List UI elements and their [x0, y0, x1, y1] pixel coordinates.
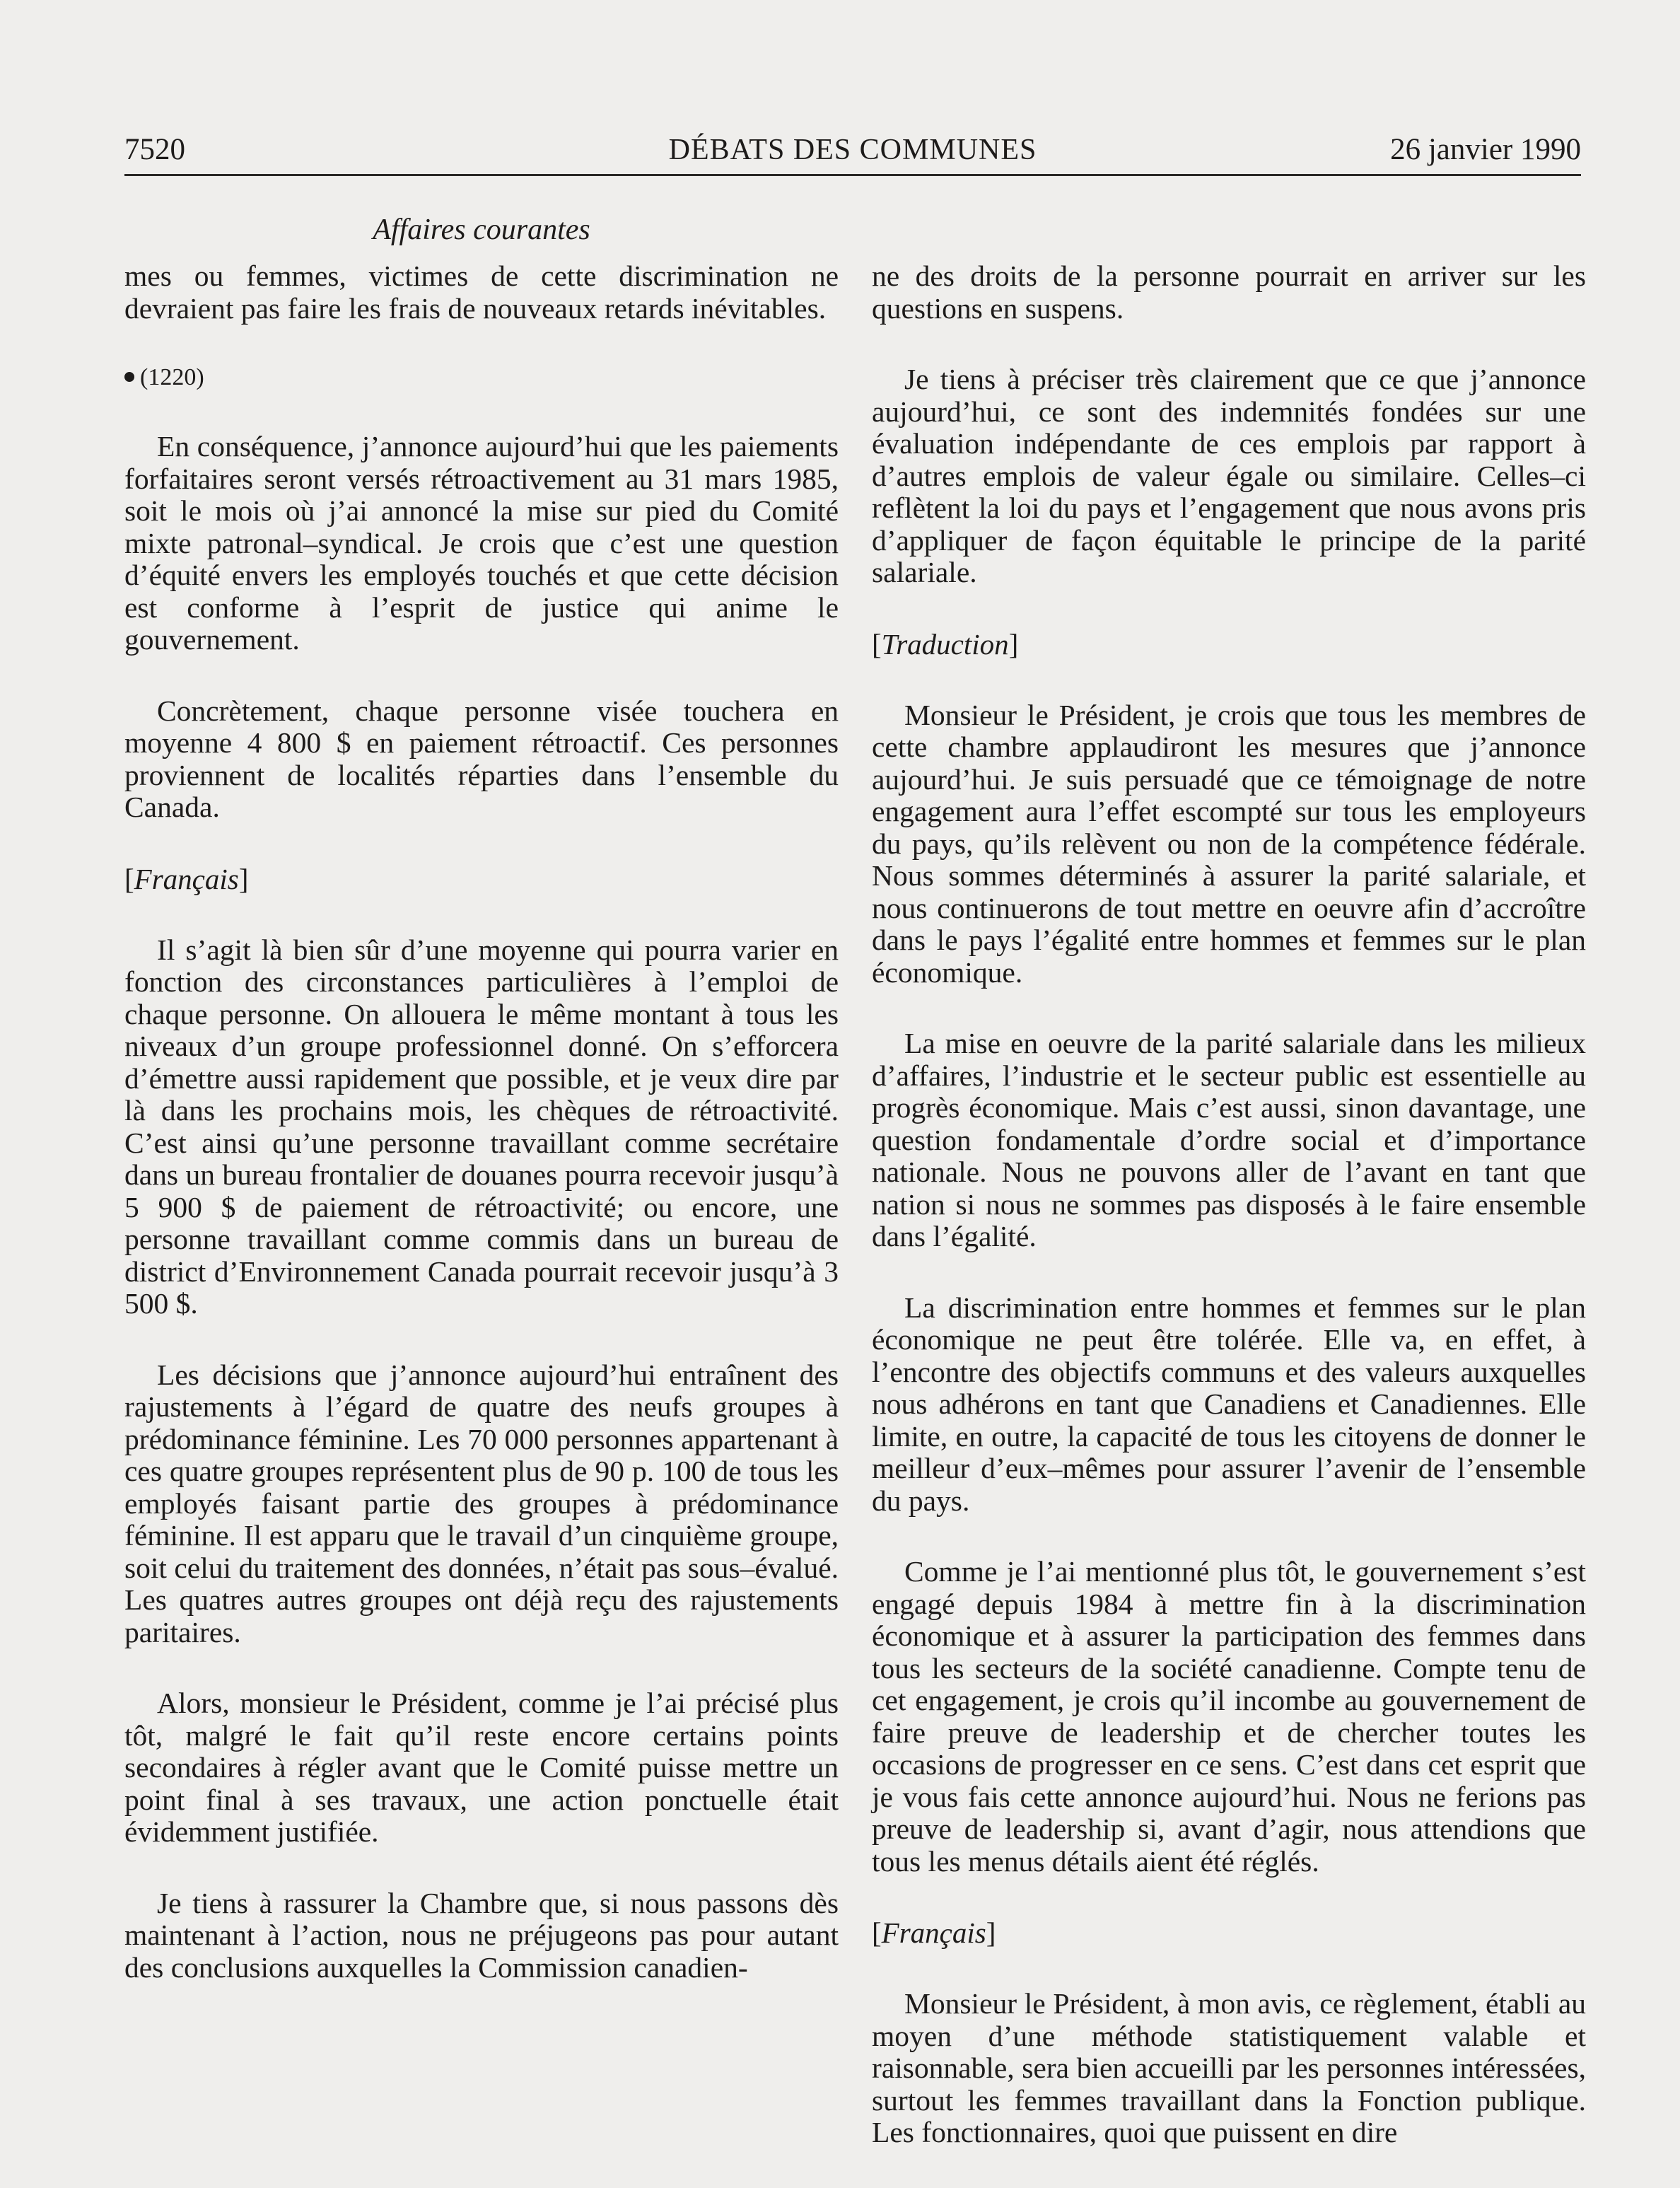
paragraph: Monsieur le Président, à mon avis, ce règlement, établi au moyen d’une méthode statistiquement valable et raisonnable, sera bien accueilli par les personnes intéressées, surtout les femmes travaillant dans la Fonction publique. Les fonctionnaires, quoi que puissent en dire [872, 1987, 1586, 2148]
paragraph: La mise en oeuvre de la parité salariale dans les milieux d’affaires, l’industrie et le secteur public est essentielle au progrès économique. Mais c’est aussi, sinon davantage, une question fondamentale d’ordre social et d’importance nationale. Nous ne pouvons aller de l’avant en tant que nation si nous ne sommes pas disposés à le faire ensemble dans l’égalité. [872, 1027, 1586, 1252]
paragraph: Concrètement, chaque personne visée touchera en moyenne 4 800 $ en paiement rétroactif. Ces personnes proviennent de localités réparties dans l’ensemble du Canada. [124, 694, 839, 823]
paragraph: Comme je l’ai mentionné plus tôt, le gouvernement s’est engagé depuis 1984 à mettre fin à la discrimination économique et à assurer la participation des femmes dans tous les secteurs de la société canadienne. Compte tenu de cet engagement, je crois qu’il incombe au gouvernement de faire preuve de leadership et de chercher toutes les occasions de progresser en ce sens. C’est dans cet esprit que je vous fais cette annonce aujourd’hui. Nous ne ferions pas preuve de leadership si, avant d’agir, nous attendions que tous les menus détails aient été réglés. [872, 1555, 1586, 1878]
paragraph: Monsieur le Président, je crois que tous les membres de cette chambre applaudiront les mesures que j’annonce aujourd’hui. Je suis persuadé que ce témoignage de notre engagement aura l’effet escompté sur tous les employeurs du pays, qu’ils relèvent ou non de la compétence fédérale. Nous sommes déterminés à assurer la parité salariale, et nous continuerons de tout mettre en oeuvre afin d’accroître dans le pays l’égalité entre hommes et femmes sur le plan économique. [872, 698, 1586, 989]
paragraph: La discrimination entre hommes et femmes sur le plan économique ne peut être tolérée. Elle va, en effet, à l’encontre des objectifs communs et des valeurs auxquelles nous adhérons en tant que Canadiens et Canadiennes. Elle limite, en outre, la capacité de tous les citoyens de donner le meilleur d’eux–mêmes pour assurer l’avenir de l’ensemble du pays. [872, 1291, 1586, 1517]
paragraph: Je tiens à rassurer la Chambre que, si nous passons dès maintenant à l’action, nous ne préjugeons pas pour autant des conclusions auxquelles la Commission canadien- [124, 1886, 839, 1984]
page-header [124, 132, 1581, 176]
bullet-icon [124, 372, 134, 382]
paragraph: ne des droits de la personne pourrait en arriver sur les questions en suspens. [872, 260, 1586, 325]
issue-date: 26 janvier 1990 [1390, 133, 1581, 166]
paragraph: En conséquence, j’annonce aujourd’hui que les paiements forfaitaires seront versés rétroactivement au 31 mars 1985, soit le mois où j’ai annoncé la mise sur pied du Comité mixte patronal–syndical. Je crois que c’est une question d’équité envers les employés touchés et que cette décision est conforme à l’esprit de justice qui anime le gouvernement. [124, 430, 839, 656]
page-number: 7520 [124, 133, 185, 166]
left-column [124, 260, 839, 2023]
language-tag: [Français] [124, 862, 249, 895]
language-tag-label: Français [881, 1916, 986, 1949]
language-tag-label: Français [134, 862, 239, 895]
paragraph: Les décisions que j’annonce aujourd’hui entraînent des rajustements à l’égard de quatre des neufs groupes à prédominance féminine. Les 70 000 personnes appartenant à ces quatre groupes représentent plus de 90 p. 100 de tous les employés faisant partie des groupes à prédominance féminine. Il est apparu que le travail d’un cinquième groupe, soit celui du traitement des données, n’était pas sous–évalué. Les quatres autres groupes ont déjà reçu des rajustements paritaires. [124, 1358, 839, 1648]
language-tag-label: Traduction [881, 627, 1009, 661]
time-marker [124, 363, 839, 392]
time-marker-label: (1220) [140, 364, 204, 390]
paragraph: mes ou femmes, victimes de cette discrimination ne devraient pas faire les frais de nouveaux retards inévitables. [124, 260, 839, 325]
section-title: Affaires courantes [373, 214, 590, 246]
paragraph: Il s’agit là bien sûr d’une moyenne qui pourra varier en fonction des circonstances particulières à l’emploi de chaque personne. On allouera le même montant à tous les niveaux d’un groupe professionnel donné. On s’efforcera d’émettre aussi rapidement que possible, et je veux dire par là dans les prochains mois, les chèques de rétroactivité. C’est ainsi qu’une personne travaillant comme secrétaire dans un bureau frontalier de douanes pourra recevoir jusqu’à 5 900 $ de paiement de rétroactivité; ou encore, une personne travaillant comme commis dans un bureau de district d’Environnement Canada pourrait recevoir jusqu’à 3 500 $. [124, 933, 839, 1320]
paragraph: Alors, monsieur le Président, comme je l’ai précisé plus tôt, malgré le fait qu’il reste encore certains points secondaires à régler avant que le Comité puisse mettre un point final à ses travaux, une action ponctuelle était évidemment justifiée. [124, 1687, 839, 1848]
right-column [872, 260, 1586, 2188]
language-tag: [Traduction] [872, 627, 1019, 661]
paragraph: Je tiens à préciser très clairement que ce que j’annonce aujourd’hui, ce sont des indemnités fondées sur une évaluation indépendante de ces emplois par rapport à d’autres emplois de valeur égale ou similaire. Celles–ci reflètent la loi du pays et l’engagement que nous avons pris d’appliquer de façon équitable le principe de la parité salariale. [872, 363, 1586, 588]
language-tag: [Français] [872, 1916, 996, 1949]
publication-title: DÉBATS DES COMMUNES [668, 134, 1037, 166]
